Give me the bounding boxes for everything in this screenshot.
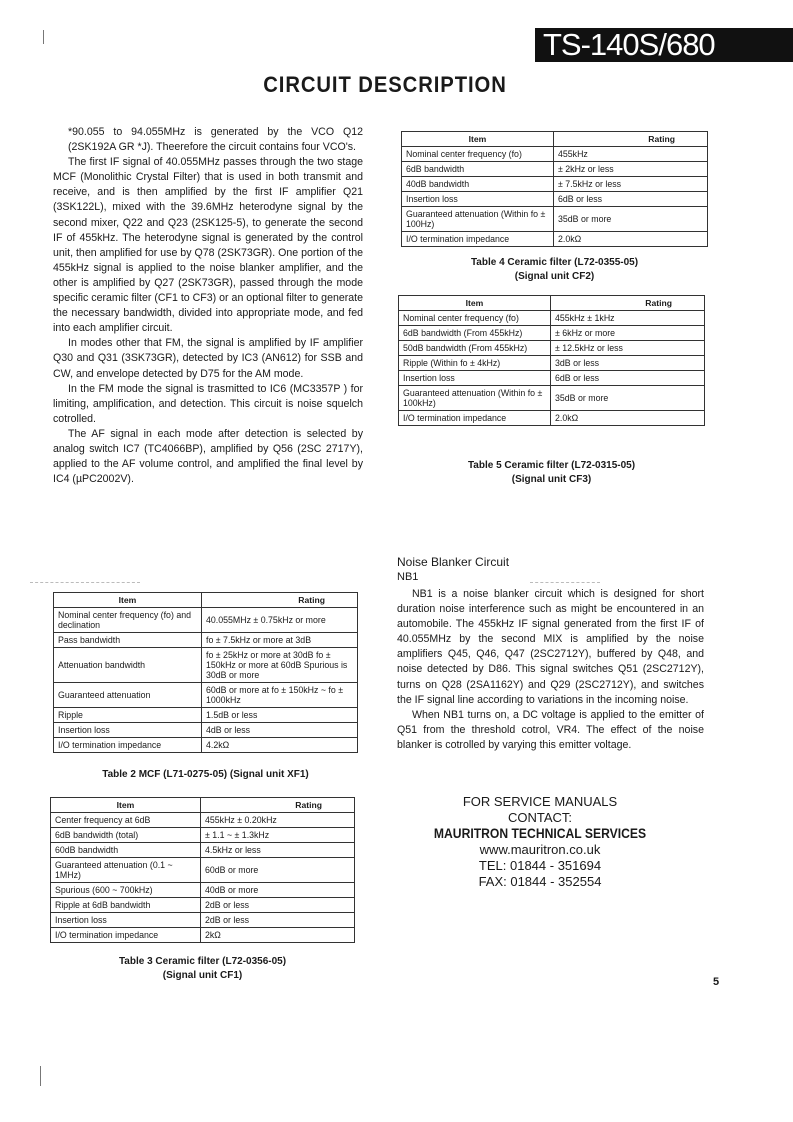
body-paragraph: In modes other that FM, the signal is amplified by IF amplifier Q30 and Q31 (3SK73GR), detected by IC3 (AN612) for SSB and CW, and envelope detected by D75 for the AM mode.: [53, 337, 363, 380]
table-row: [51, 813, 355, 828]
caption-line: Table 5 Ceramic filter (L72-0315-05): [467, 460, 636, 471]
service-company: MAURITRON TECHNICAL SERVICES: [433, 826, 647, 841]
table-cell: 60dB or more at fo ± 150kHz ~ fo ± 1000kHz: [202, 683, 358, 708]
table-cell: 35dB or more: [551, 386, 705, 411]
table-cell: I/O termination impedance: [402, 232, 554, 247]
service-line: FOR SERVICE MANUALS: [462, 794, 618, 809]
table-cell: Nominal center frequency (fo): [402, 147, 554, 162]
table-header-rating: Rating: [202, 593, 358, 608]
table-4-caption: [401, 256, 708, 284]
table-cell: Guaranteed attenuation (Within fo ± 100Hz): [402, 207, 554, 232]
table-row: [54, 708, 358, 723]
crop-mark-bottom: [40, 1066, 41, 1086]
table-row: [399, 326, 705, 341]
table-row: [402, 192, 708, 207]
service-notice: [420, 794, 660, 890]
model-banner: TS-140S/680: [535, 28, 793, 62]
table-cell: 1.5dB or less: [202, 708, 358, 723]
table-cell: 455kHz ± 1kHz: [551, 311, 705, 326]
table-4: [401, 131, 708, 247]
table-header-item: Item: [51, 798, 201, 813]
table-header-rating: Rating: [554, 132, 708, 147]
table-header-item: Item: [399, 296, 551, 311]
table-row: [402, 177, 708, 192]
service-fax: FAX: 01844 - 352554: [478, 874, 602, 889]
table-cell: I/O termination impedance: [399, 411, 551, 426]
table-cell: Insertion loss: [51, 913, 201, 928]
table-cell: Attenuation bandwidth: [54, 648, 202, 683]
table-cell: 50dB bandwidth (From 455kHz): [399, 341, 551, 356]
section-heading: Noise Blanker Circuit: [397, 555, 510, 569]
table-cell: I/O termination impedance: [51, 928, 201, 943]
table-row: [51, 828, 355, 843]
table-cell: Insertion loss: [54, 723, 202, 738]
table-row: [51, 843, 355, 858]
table-header-item: Item: [54, 593, 202, 608]
table-cell: I/O termination impedance: [54, 738, 202, 753]
table-row: [402, 207, 708, 232]
table-cell: Center frequency at 6dB: [51, 813, 201, 828]
table-cell: 2kΩ: [201, 928, 355, 943]
table-cell: ± 2kHz or less: [554, 162, 708, 177]
table-header-rating: Rating: [551, 296, 705, 311]
table-3: [50, 797, 355, 943]
body-paragraph: The AF signal in each mode after detection is selected by analog switch IC7 (TC4066BP), amplified by Q56 (2SC 2717Y), applied to the AF volume control, and amplified the final level by IC4 (µPC2002V).: [53, 427, 363, 486]
caption-line: Table 4 Ceramic filter (L72-0355-05): [470, 257, 639, 268]
table-row: [399, 311, 705, 326]
table-cell: Guaranteed attenuation (Within fo ± 100kHz): [399, 386, 551, 411]
table-row: [51, 913, 355, 928]
table-2: [53, 592, 358, 753]
table-header-item: Item: [402, 132, 554, 147]
table-cell: fo ± 7.5kHz or more at 3dB: [202, 633, 358, 648]
table-row: [54, 633, 358, 648]
table-5-caption: [398, 459, 705, 487]
table-cell: 455kHz: [554, 147, 708, 162]
table-cell: Insertion loss: [402, 192, 554, 207]
table-cell: 4dB or less: [202, 723, 358, 738]
table-cell: 60dB or more: [201, 858, 355, 883]
section-subheading: NB1: [397, 571, 419, 583]
noise-blanker-section: [397, 554, 704, 753]
table-row: [51, 928, 355, 943]
table-cell: ± 7.5kHz or less: [554, 177, 708, 192]
table-cell: 35dB or more: [554, 207, 708, 232]
table-cell: 6dB or less: [554, 192, 708, 207]
body-paragraph: In the FM mode the signal is trasmitted to IC6 (MC3357P ) for limiting, amplification, and detection. This circuit is noise squelch cotrolled.: [53, 382, 363, 425]
table-cell: Nominal center frequency (fo) and declination: [54, 608, 202, 633]
table-row: [54, 738, 358, 753]
table-cell: ± 6kHz or more: [551, 326, 705, 341]
table-5: [398, 295, 705, 426]
table-row: [402, 147, 708, 162]
page-number: 5: [713, 976, 720, 988]
circuit-body-text: [53, 125, 363, 487]
table-row: [399, 411, 705, 426]
caption-line: (Signal unit CF3): [511, 474, 592, 485]
body-paragraph: The first IF signal of 40.055MHz passes through the two stage MCF (Monolithic Crystal Filter) that is used in both transmit and receive, and is then amplified by the first IF amplifier Q21 (3SK122L), mixed with the 39.6MHz heterodyne signal by the second mixer, Q22 and Q23 (2SK125-5), to generate the second IF of 455kHz. The heterodyne signal is generated by the control unit, then amplified for use by Q78 (2SK73GR). One portion of the 455kHz signal is applied to the noise blanker amplifier, and the other is amplified by Q27 (2SK73GR), passed through the mode specific ceramic filter (CF1 to CF3) or an optional filter to generate the necessary bandwidth, divided into appropriate mode, and fed into each amplifier circuit.: [53, 156, 363, 335]
table-cell: Insertion loss: [399, 371, 551, 386]
table-row: [399, 341, 705, 356]
caption-line: (Signal unit CF2): [514, 271, 595, 282]
section-paragraph: NB1 is a noise blanker circuit which is designed for short duration noise interference such as might be encountered in an automobile. The 455kHz IF signal generated from the first IF of 40.055MHz by the second MIX is amplified by the noise amplifiers Q45, Q46, Q47 (2SC2712Y), buffered by Q48, and noise detected by D86. This signal switches Q51 (2SC2712Y), turns on Q28 (2SA1162Y) and Q29 (2SC2712Y), and switches the IF signal line according to variations in the incoming noise.: [397, 588, 704, 706]
table-cell: Pass bandwidth: [54, 633, 202, 648]
body-paragraph: *90.055 to 94.055MHz is generated by the VCO Q12 (2SK192A GR *J). Theerefore the circuit contains four VCO's.: [68, 126, 363, 154]
table-cell: 4.5kHz or less: [201, 843, 355, 858]
table-cell: Guaranteed attenuation: [54, 683, 202, 708]
divider-left: [30, 582, 140, 583]
table-row: [399, 386, 705, 411]
table-cell: Ripple: [54, 708, 202, 723]
table-row: [402, 232, 708, 247]
table-cell: 2dB or less: [201, 913, 355, 928]
table-row: [399, 371, 705, 386]
service-phone: TEL: 01844 - 351694: [478, 858, 602, 873]
table-row: [51, 858, 355, 883]
crop-mark-top: [43, 30, 44, 44]
table-row: [402, 162, 708, 177]
table-row: [54, 683, 358, 708]
table-cell: Nominal center frequency (fo): [399, 311, 551, 326]
table-cell: 455kHz ± 0.20kHz: [201, 813, 355, 828]
table-cell: 4.2kΩ: [202, 738, 358, 753]
table-row: [54, 608, 358, 633]
table-cell: ± 12.5kHz or less: [551, 341, 705, 356]
table-row: [54, 723, 358, 738]
table-cell: ± 1.1 ~ ± 1.3kHz: [201, 828, 355, 843]
table-cell: Guaranteed attenuation (0.1 ~ 1MHz): [51, 858, 201, 883]
table-cell: 6dB bandwidth (total): [51, 828, 201, 843]
table-3-caption: [50, 955, 355, 983]
caption-line: Table 3 Ceramic filter (L72-0356-05): [118, 956, 287, 967]
table-cell: 40dB or more: [201, 883, 355, 898]
table-cell: 2.0kΩ: [554, 232, 708, 247]
table-2-caption: [53, 768, 358, 782]
service-line: CONTACT:: [507, 810, 573, 825]
table-row: [51, 898, 355, 913]
table-cell: 40dB bandwidth: [402, 177, 554, 192]
table-cell: Ripple at 6dB bandwidth: [51, 898, 201, 913]
table-cell: fo ± 25kHz or more at 30dB fo ± 150kHz or more at 60dB Spurious is 30dB or more: [202, 648, 358, 683]
table-cell: Ripple (Within fo ± 4kHz): [399, 356, 551, 371]
caption-line: (Signal unit CF1): [162, 970, 243, 981]
table-cell: 2.0kΩ: [551, 411, 705, 426]
service-website: www.mauritron.co.uk: [479, 842, 601, 857]
table-cell: 2dB or less: [201, 898, 355, 913]
table-row: [51, 883, 355, 898]
table-cell: 6dB bandwidth: [402, 162, 554, 177]
table-cell: 40.055MHz ± 0.75kHz or more: [202, 608, 358, 633]
table-row: [54, 648, 358, 683]
table-cell: 60dB bandwidth: [51, 843, 201, 858]
table-header-rating: Rating: [201, 798, 355, 813]
table-cell: 3dB or less: [551, 356, 705, 371]
table-cell: 6dB bandwidth (From 455kHz): [399, 326, 551, 341]
caption-line: Table 2 MCF (L71-0275-05) (Signal unit XF1): [102, 769, 309, 780]
section-paragraph: When NB1 turns on, a DC voltage is applied to the emitter of Q51 from the threshold cotrol, VR4. The effect of the noise blanker is cotrolled by varying this emitter voltage.: [397, 708, 704, 751]
table-cell: Spurious (600 ~ 700kHz): [51, 883, 201, 898]
table-row: [399, 356, 705, 371]
page-title: CIRCUIT DESCRIPTION: [263, 72, 507, 97]
table-cell: 6dB or less: [551, 371, 705, 386]
